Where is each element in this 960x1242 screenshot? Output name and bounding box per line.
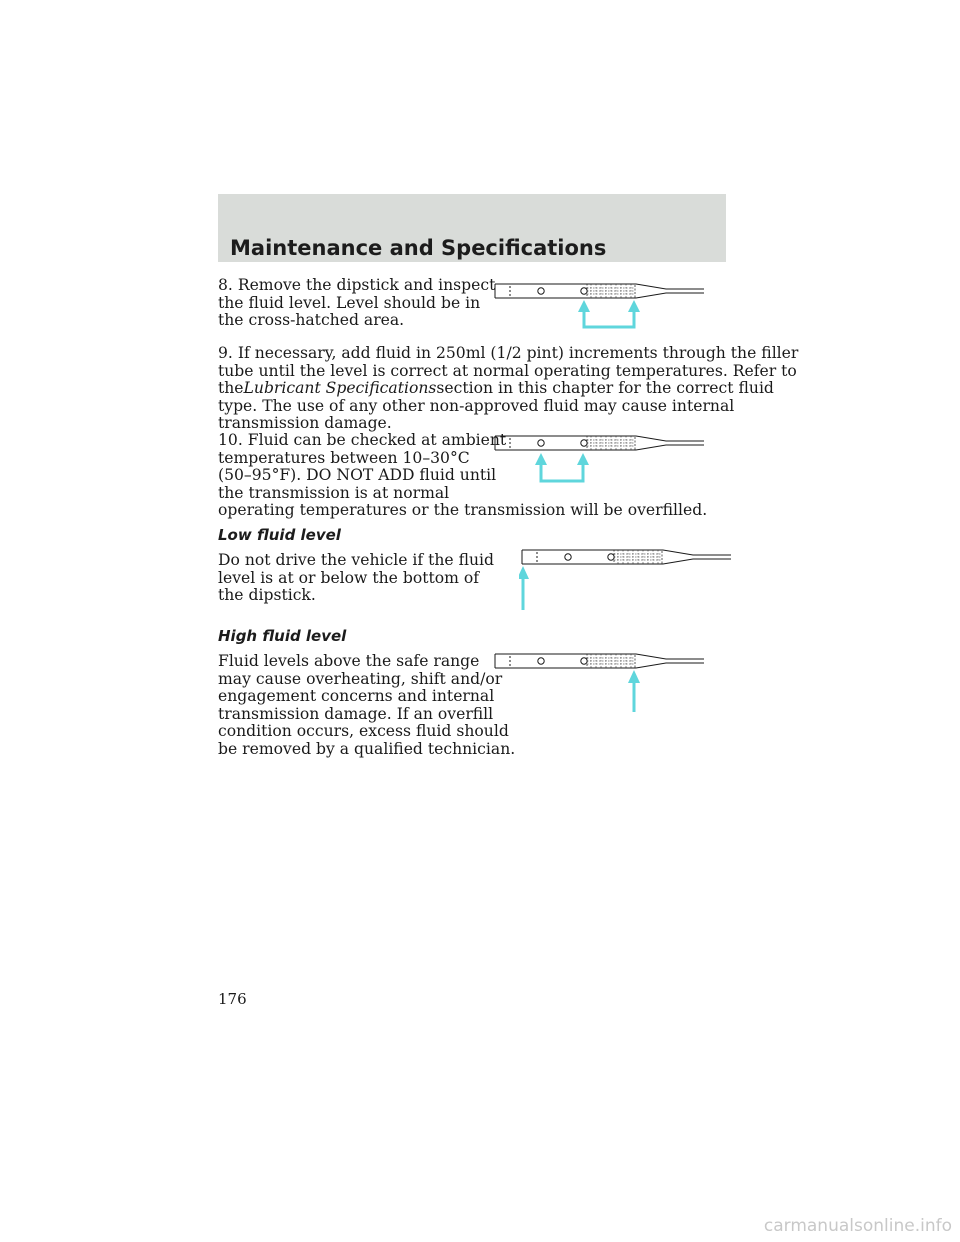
high-level-arrow-icon xyxy=(628,670,640,712)
low-fluid-level-heading: Low fluid level xyxy=(218,526,341,544)
text-line: the transmission is at normal xyxy=(218,483,450,502)
dipstick-low-level-illustration xyxy=(519,544,733,612)
text-line: tube until the level is correct at normal operating temperatures. Refer to xyxy=(218,361,797,380)
text-line: temperatures between 10–30°C xyxy=(218,448,470,467)
text-line: may cause overheating, shift and/or xyxy=(218,669,503,688)
text-line: type. The use of any other non-approved fluid may cause internal xyxy=(218,396,735,415)
page-number: 176 xyxy=(218,990,247,1008)
level-range-bracket-icon xyxy=(578,300,640,327)
lubricant-specifications-reference: Lubricant Specifications xyxy=(243,379,437,398)
text-line: condition occurs, excess fluid should xyxy=(218,722,509,741)
text-line: transmission damage. xyxy=(218,414,392,433)
text-line: Fluid levels above the safe range xyxy=(218,652,480,670)
watermark-text: carmanualsonline.info xyxy=(763,1216,952,1236)
text-fragment: the xyxy=(218,379,244,398)
low-level-arrow-icon xyxy=(519,566,529,610)
ambient-range-bracket-icon xyxy=(535,453,589,481)
text-line: engagement concerns and internal xyxy=(218,687,495,706)
text-line: the dipstick. xyxy=(218,586,316,605)
text-line: 8. Remove the dipstick and inspect xyxy=(218,276,496,294)
text-line xyxy=(218,380,798,398)
text-line: 10. Fluid can be checked at ambient xyxy=(218,431,507,449)
text-fragment: section in this chapter for the correct fluid xyxy=(436,379,774,398)
step-8-text xyxy=(218,277,495,330)
dipstick-ambient-level-illustration xyxy=(494,430,706,484)
text-line: the fluid level. Level should be in xyxy=(218,293,481,312)
text-line: transmission damage. If an overfill xyxy=(218,704,494,723)
text-line: be removed by a qualified technician. xyxy=(218,739,516,758)
dipstick-shape xyxy=(495,284,704,298)
dipstick-high-level-illustration xyxy=(494,648,706,714)
high-fluid-level-heading: High fluid level xyxy=(218,627,347,645)
high-fluid-level-text xyxy=(218,653,515,759)
text-line: level is at or below the bottom of xyxy=(218,568,480,587)
text-line: Do not drive the vehicle if the fluid xyxy=(218,551,495,569)
section-header xyxy=(218,194,726,262)
dipstick-normal-level-illustration xyxy=(494,278,706,330)
dipstick-shape xyxy=(522,550,731,564)
text-line: 9. If necessary, add fluid in 250ml (1/2 pint) increments through the filler xyxy=(218,344,799,362)
text-line: operating temperatures or the transmission will be overfilled. xyxy=(218,501,708,520)
dipstick-shape xyxy=(495,654,704,668)
dipstick-shape xyxy=(495,436,704,450)
text-line: (50–95°F). DO NOT ADD fluid until xyxy=(218,466,497,485)
low-fluid-level-text xyxy=(218,552,494,605)
text-line: the cross-hatched area. xyxy=(218,311,405,330)
section-title: Maintenance and Specifications xyxy=(230,236,607,260)
step-9-text xyxy=(218,345,798,433)
